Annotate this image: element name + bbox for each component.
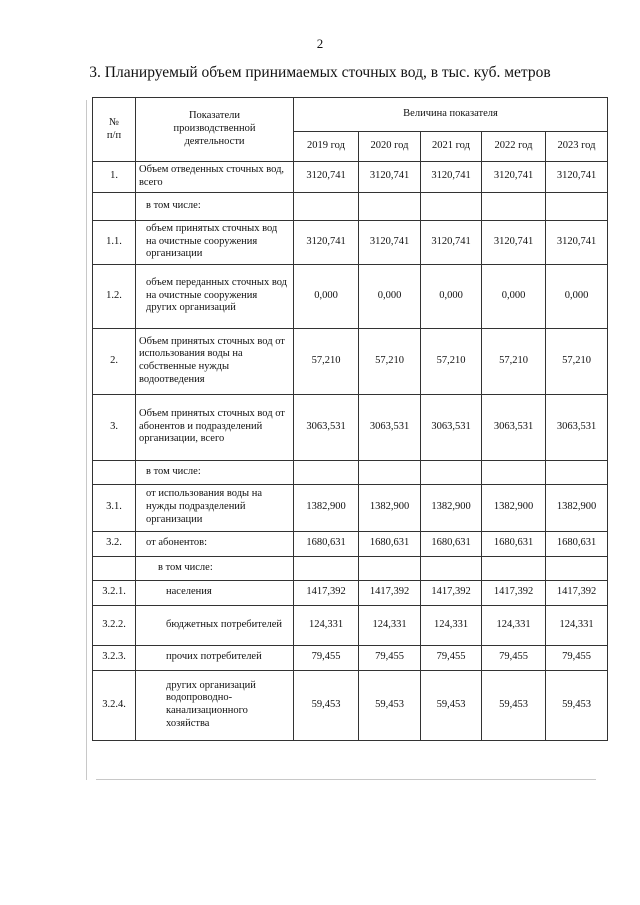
table-row bbox=[93, 264, 608, 328]
row-value bbox=[421, 460, 482, 484]
row-value: 3120,741 bbox=[546, 220, 608, 264]
row-value: 79,455 bbox=[546, 645, 608, 670]
table-row bbox=[93, 484, 608, 531]
table-row bbox=[93, 556, 608, 580]
row-value: 1680,631 bbox=[482, 531, 546, 556]
row-value: 3120,741 bbox=[359, 162, 421, 193]
row-value: 0,000 bbox=[359, 264, 421, 328]
row-label: объем принятых сточных вод на очистные сооружения организации bbox=[136, 220, 294, 264]
row-value bbox=[294, 460, 359, 484]
row-label: в том числе: bbox=[136, 192, 294, 220]
row-value: 1680,631 bbox=[421, 531, 482, 556]
row-label: объем переданных сточных вод на очистные сооружения других организаций bbox=[136, 264, 294, 328]
row-value: 3063,531 bbox=[421, 394, 482, 460]
row-value: 57,210 bbox=[421, 328, 482, 394]
row-value: 0,000 bbox=[546, 264, 608, 328]
row-number: 3.2.2. bbox=[93, 605, 136, 645]
row-value bbox=[421, 192, 482, 220]
row-number bbox=[93, 556, 136, 580]
row-value: 79,455 bbox=[421, 645, 482, 670]
row-value: 3063,531 bbox=[294, 394, 359, 460]
page-number: 2 bbox=[316, 36, 324, 51]
row-number: 3.2.4. bbox=[93, 670, 136, 740]
row-value: 0,000 bbox=[421, 264, 482, 328]
row-value: 124,331 bbox=[294, 605, 359, 645]
table-row bbox=[93, 328, 608, 394]
row-value: 3120,741 bbox=[359, 220, 421, 264]
row-value bbox=[294, 192, 359, 220]
row-value: 1417,392 bbox=[421, 580, 482, 605]
row-value: 59,453 bbox=[546, 670, 608, 740]
row-value: 3063,531 bbox=[359, 394, 421, 460]
row-value: 57,210 bbox=[546, 328, 608, 394]
row-label: в том числе: bbox=[136, 556, 294, 580]
row-value: 0,000 bbox=[482, 264, 546, 328]
row-value: 1382,900 bbox=[546, 484, 608, 531]
row-value: 1680,631 bbox=[294, 531, 359, 556]
row-value: 79,455 bbox=[482, 645, 546, 670]
row-number: 3.2. bbox=[93, 531, 136, 556]
page-title: 3. Планируемый объем принимаемых сточных вод, в тыс. куб. метров bbox=[89, 64, 551, 81]
row-label: Объем принятых сточных вод от абонентов и подразделений организации, всего bbox=[136, 394, 294, 460]
row-value: 3063,531 bbox=[482, 394, 546, 460]
row-number: 1.1. bbox=[93, 220, 136, 264]
scan-mark-bottom bbox=[96, 779, 596, 780]
row-value: 59,453 bbox=[359, 670, 421, 740]
row-value: 1417,392 bbox=[359, 580, 421, 605]
row-number: 1.2. bbox=[93, 264, 136, 328]
row-value bbox=[359, 192, 421, 220]
table-row bbox=[93, 531, 608, 556]
row-number bbox=[93, 460, 136, 484]
row-label: прочих потребителей bbox=[136, 645, 294, 670]
row-value: 3063,531 bbox=[546, 394, 608, 460]
row-value: 1382,900 bbox=[482, 484, 546, 531]
header-value-group: Величина показателя bbox=[294, 98, 608, 132]
row-value: 1417,392 bbox=[294, 580, 359, 605]
row-label: в том числе: bbox=[136, 460, 294, 484]
row-value: 0,000 bbox=[294, 264, 359, 328]
row-value: 124,331 bbox=[421, 605, 482, 645]
row-value: 3120,741 bbox=[421, 162, 482, 193]
table-row bbox=[93, 162, 608, 193]
table-row bbox=[93, 394, 608, 460]
row-value: 1417,392 bbox=[482, 580, 546, 605]
row-value: 3120,741 bbox=[482, 220, 546, 264]
row-number: 3.2.1. bbox=[93, 580, 136, 605]
row-value: 1382,900 bbox=[294, 484, 359, 531]
row-number: 1. bbox=[93, 162, 136, 193]
row-number: 2. bbox=[93, 328, 136, 394]
table-row bbox=[93, 580, 608, 605]
row-value bbox=[546, 556, 608, 580]
row-value bbox=[482, 556, 546, 580]
header-num: № п/п bbox=[93, 98, 136, 162]
row-value: 3120,741 bbox=[482, 162, 546, 193]
row-label: других организаций водопроводно-канализационного хозяйства bbox=[136, 670, 294, 740]
row-value bbox=[359, 460, 421, 484]
table-row bbox=[93, 460, 608, 484]
scan-mark-left bbox=[86, 100, 87, 780]
row-value: 3120,741 bbox=[546, 162, 608, 193]
row-label: Объем отведенных сточных вод, всего bbox=[136, 162, 294, 193]
table-row bbox=[93, 192, 608, 220]
row-value bbox=[546, 192, 608, 220]
row-value bbox=[359, 556, 421, 580]
row-number: 3.2.3. bbox=[93, 645, 136, 670]
row-value: 57,210 bbox=[482, 328, 546, 394]
row-value: 124,331 bbox=[546, 605, 608, 645]
header-year: 2023 год bbox=[546, 132, 608, 162]
row-value bbox=[482, 192, 546, 220]
row-value: 57,210 bbox=[359, 328, 421, 394]
row-value: 59,453 bbox=[421, 670, 482, 740]
row-value: 124,331 bbox=[482, 605, 546, 645]
row-value: 59,453 bbox=[482, 670, 546, 740]
row-value bbox=[546, 460, 608, 484]
table-row bbox=[93, 605, 608, 645]
row-label: населения bbox=[136, 580, 294, 605]
header-year: 2019 год bbox=[294, 132, 359, 162]
row-label: от абонентов: bbox=[136, 531, 294, 556]
row-label: от использования воды на нужды подразделений организации bbox=[136, 484, 294, 531]
row-value bbox=[421, 556, 482, 580]
row-value: 3120,741 bbox=[294, 162, 359, 193]
header-year: 2021 год bbox=[421, 132, 482, 162]
header-indicator: Показатели производственной деятельности bbox=[136, 98, 294, 162]
row-value bbox=[482, 460, 546, 484]
row-value: 79,455 bbox=[359, 645, 421, 670]
header-year: 2022 год bbox=[482, 132, 546, 162]
table-row bbox=[93, 220, 608, 264]
header-year: 2020 год bbox=[359, 132, 421, 162]
row-value: 79,455 bbox=[294, 645, 359, 670]
row-value: 57,210 bbox=[294, 328, 359, 394]
row-value: 1382,900 bbox=[421, 484, 482, 531]
row-value: 1680,631 bbox=[546, 531, 608, 556]
table-row bbox=[93, 670, 608, 740]
row-value: 1417,392 bbox=[546, 580, 608, 605]
row-value: 3120,741 bbox=[421, 220, 482, 264]
row-number: 3.1. bbox=[93, 484, 136, 531]
table-row bbox=[93, 645, 608, 670]
row-number: 3. bbox=[93, 394, 136, 460]
row-value bbox=[294, 556, 359, 580]
row-label: Объем принятых сточных вод от использования воды на собственные нужды водоотведения bbox=[136, 328, 294, 394]
wastewater-volume-table bbox=[92, 97, 608, 741]
row-label: бюджетных потребителей bbox=[136, 605, 294, 645]
row-value: 3120,741 bbox=[294, 220, 359, 264]
row-number bbox=[93, 192, 136, 220]
row-value: 1680,631 bbox=[359, 531, 421, 556]
row-value: 124,331 bbox=[359, 605, 421, 645]
row-value: 1382,900 bbox=[359, 484, 421, 531]
row-value: 59,453 bbox=[294, 670, 359, 740]
